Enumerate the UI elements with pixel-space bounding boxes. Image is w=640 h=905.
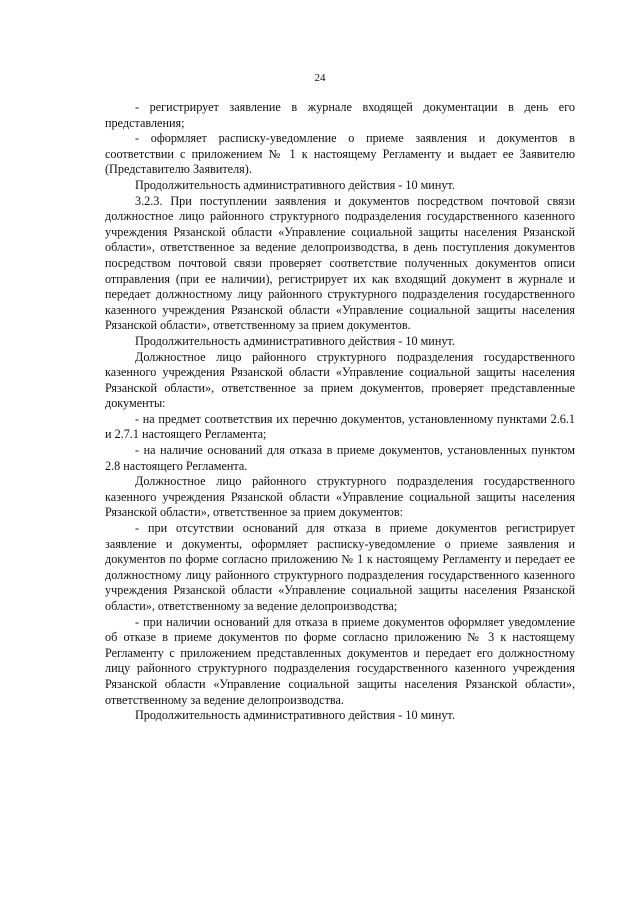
paragraph: - оформляет расписку-уведомление о приеме заявления и документов в соответствии с приложением № 1 к настоящему Регламенту и выдает ее Заявителю (Представителю Заявителя). (105, 131, 575, 177)
paragraph: Продолжительность административного действия - 10 минут. (135, 333, 455, 348)
page-number: 24 (314, 72, 326, 84)
paragraph: Должностное лицо районного структурного подразделения государственного казенного учреждения Рязанской области «Управление социальной защиты населения Рязанской области», ответственное за прием документов, проверяет представленные документы: (105, 349, 575, 411)
document-body (105, 100, 575, 724)
paragraph: 3.2.3. При поступлении заявления и документов посредством почтовой связи должностное лицо районного структурного подразделения государственного казенного учреждения Рязанской области «Управление социальной защиты населения Рязанской области», ответственное за ведение делопроизводства, в день поступления документов посредством почтовой связи проверяет соответствие полученных документов описи отправления (при ее наличии), регистрирует их как входящий документ в журнале и передает должностному лицу районного структурного подразделения государственного казенного учреждения Рязанской области «Управление социальной защиты населения Рязанской области», ответственному за прием документов. (105, 193, 575, 333)
paragraph: Продолжительность административного действия - 10 минут. (135, 177, 455, 192)
paragraph: - при наличии оснований для отказа в приеме документов оформляет уведомление об отказе в приеме документов по форме согласно приложению № 3 к настоящему Регламенту с приложением представленных документов и передает его должностному лицу районного структурного подразделения государственного казенного учреждения Рязанской области «Управление социальной защиты населения Рязанской области», ответственному за ведение делопроизводства. (105, 614, 575, 707)
paragraph: - регистрирует заявление в журнале входящей документации в день его представления; (105, 100, 575, 130)
paragraph: Должностное лицо районного структурного подразделения государственного казенного учреждения Рязанской области «Управление социальной защиты населения Рязанской области», ответственное за прием документов: (105, 474, 575, 520)
paragraph: - при отсутствии оснований для отказа в приеме документов регистрирует заявление и документы, оформляет расписку-уведомление о приеме заявления и документов по форме согласно приложению № 1 к настоящему Регламенту и передает ее должностному лицу районного структурного подразделения государственного казенного учреждения Рязанской области «Управление социальной защиты населения Рязанской области», ответственному за ведение делопроизводства; (105, 521, 575, 613)
paragraph: Продолжительность административного действия - 10 минут. (135, 708, 455, 723)
paragraph: - на предмет соответствия их перечню документов, установленному пунктами 2.6.1 и 2.7.1 настоящего Регламента; (105, 411, 575, 442)
paragraph: - на наличие оснований для отказа в приеме документов, установленных пунктом 2.8 настоящего Регламента. (105, 443, 575, 473)
